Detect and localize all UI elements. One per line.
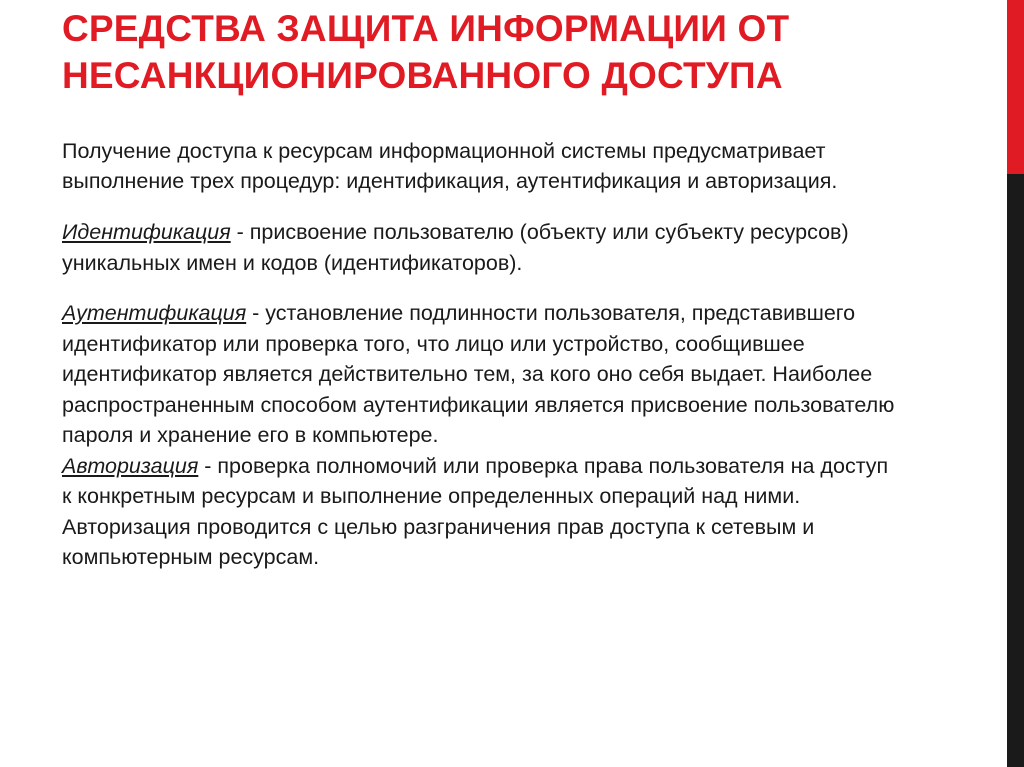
term-authorization: Авторизация: [62, 453, 199, 478]
paragraph-intro: [62, 136, 900, 197]
paragraph-authorization: [62, 451, 900, 573]
paragraph-identification-text: - присвоение пользователю (объекту или субъекту ресурсов) уникальных имен и кодов (идентификаторов).: [62, 220, 849, 275]
slide-body: [62, 136, 967, 573]
slide-content: [62, 6, 967, 573]
page-title: СРЕДСТВА ЗАЩИТА ИНФОРМАЦИИ ОТ НЕСАНКЦИОНИРОВАННОГО ДОСТУПА: [62, 8, 790, 96]
paragraph-intro-text: Получение доступа к ресурсам информационной системы предусматривает выполнение трех процедур: идентификация, аутентификация и авторизация.: [62, 138, 838, 194]
paragraph-authentication: [62, 298, 900, 451]
term-authentication: Аутентификация: [62, 301, 247, 326]
accent-bar-top: [1007, 0, 1024, 174]
term-identification: Идентификация: [62, 220, 231, 244]
paragraph-authentication-text: - установление подлинности пользователя, представившего идентификатор или проверка того, что лицо или устройство, сообщившее идентификатор является действительно тем, за кого оно себя выдает. Наиболее распространенным способом аутентификации является присвоение пользователю пароля и хранение его в компьютере.: [62, 301, 895, 448]
paragraph-authorization-text: - проверка полномочий или проверка права пользователя на доступ к конкретным ресурсам и выполнение определенных операций над ними. Авторизация проводится с целью разграничения прав доступа к сетевым и компьютерным ресурсам.: [62, 453, 889, 570]
accent-bar-bottom: [1007, 174, 1024, 767]
paragraph-identification: [62, 217, 900, 278]
